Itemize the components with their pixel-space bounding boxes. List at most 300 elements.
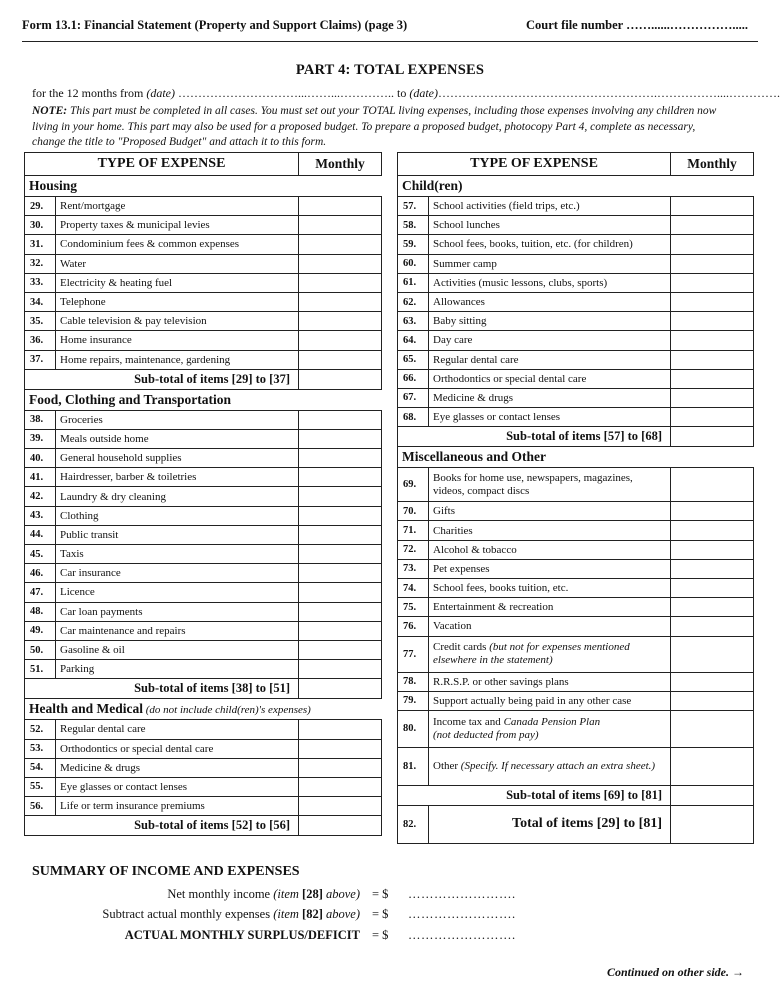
item-label [429,292,671,311]
item-label [56,621,299,640]
item-number: 56. [25,797,56,816]
item-label-text: Regular dental care [60,723,146,736]
item-label [56,525,299,544]
item-label-text: Parking [60,663,95,676]
item-label [429,598,671,617]
section-title-text: Miscellaneous and Other [402,449,546,465]
item-label-text: Laundry & dry cleaning [60,490,166,503]
item-label [429,468,671,502]
monthly-amount-field[interactable] [299,331,382,350]
monthly-amount-field[interactable] [299,350,382,369]
expense-row [25,739,382,758]
expenses-field[interactable]: ……………………. [408,907,516,921]
subtotal-row [398,785,754,805]
section-header [398,447,754,468]
item-label-text: Regular dental care [433,353,519,366]
monthly-amount-field[interactable] [671,617,754,636]
item-number: 63. [398,312,429,331]
note-label: NOTE: [32,105,68,117]
item-number: 64. [398,331,429,350]
item-number: 61. [398,273,429,292]
monthly-amount-field[interactable] [299,197,382,216]
item-number: 52. [25,720,56,739]
monthly-amount-field[interactable] [299,640,382,659]
net-income-field[interactable]: ……………………. [408,887,516,901]
item-number: 65. [398,350,429,369]
item-label-text: Medicine & drugs [60,761,141,774]
section-title [25,389,382,410]
item-number: 67. [398,388,429,407]
item-number: 41. [25,468,56,487]
monthly-amount-field[interactable] [671,710,754,747]
item-number: 69. [398,468,429,502]
item-label [429,350,671,369]
expense-row [25,797,382,816]
item-label-text: Entertainment & recreation [433,601,554,614]
item-label-text: Orthodontics or special dental care [60,742,214,755]
summary-equals: = $ [372,928,389,942]
item-number: 50. [25,640,56,659]
item-label [56,292,299,311]
item-number: 54. [25,758,56,777]
court-file-number: Court file number ……......……………..... [526,18,748,32]
expense-row [25,545,382,564]
form-title: Form 13.1: Financial Statement (Property and Support Claims) (page 3) [22,18,408,32]
item-label-text: Eye glasses or contact lenses [433,411,561,424]
item-label-text: Income tax and [433,715,504,728]
item-number: 62. [398,292,429,311]
item-label [56,777,299,796]
expense-row [398,216,754,235]
monthly-amount-field[interactable] [299,777,382,796]
expense-row [398,598,754,617]
expense-row [398,273,754,292]
expense-row [398,388,754,407]
monthly-amount-field[interactable] [299,429,382,448]
item-label [56,449,299,468]
item-number: 44. [25,525,56,544]
monthly-amount-field[interactable] [299,273,382,292]
expense-row [25,583,382,602]
expense-row [25,292,382,311]
monthly-amount-field[interactable] [671,369,754,388]
item-label-text: Orthodontics or special dental care [433,372,587,385]
part-title: PART 4: TOTAL EXPENSES [295,62,485,78]
item-label [429,408,671,427]
monthly-amount-field[interactable] [671,579,754,598]
expense-row [398,312,754,331]
item-label [56,350,299,369]
monthly-amount-field[interactable] [299,506,382,525]
period-date-from: (date) [146,86,175,100]
item-label-text: Alcohol & tobacco [433,543,517,556]
item-number: 34. [25,292,56,311]
subtotal-label: Sub-total of items [38] to [51] [25,679,299,699]
item-number: 74. [398,579,429,598]
monthly-amount-field[interactable] [299,525,382,544]
subtotal-row [25,369,382,389]
expense-row [25,660,382,679]
monthly-amount-field[interactable] [671,747,754,785]
expense-row [398,559,754,578]
expense-row [398,617,754,636]
subtotal-amount-field[interactable] [299,816,382,836]
item-label-text: Licence [60,586,95,599]
monthly-amount-field[interactable] [299,758,382,777]
expense-row [398,579,754,598]
monthly-amount-field[interactable] [671,636,754,672]
item-number: 53. [25,739,56,758]
period-date-from-field[interactable]: …………………………...……...………….. to [174,86,410,100]
monthly-amount-field[interactable] [299,720,382,739]
expense-row [398,521,754,540]
expense-row [398,540,754,559]
monthly-amount-field[interactable] [299,468,382,487]
item-label-text: Taxis [60,548,84,561]
item-label-text: Home repairs, maintenance, gardening [60,353,231,366]
item-label-text: Summer camp [433,257,497,270]
item-label [429,636,671,672]
item-label-text: School fees, books tuition, etc. [433,582,569,595]
expense-row [25,564,382,583]
item-label-text: Credit cards [433,641,487,654]
item-number: 58. [398,216,429,235]
item-label-text: School fees, books, tuition, etc. (for children) [433,238,633,251]
monthly-amount-field[interactable] [299,487,382,506]
item-number: 32. [25,254,56,273]
item-label-text: Water [60,257,86,270]
subtotal-label: Sub-total of items [29] to [37] [25,369,299,389]
item-label-text: General household supplies [60,452,182,465]
item-label [429,710,671,747]
item-label-text: Home insurance [60,334,132,347]
item-number: 43. [25,506,56,525]
monthly-amount-field[interactable] [671,388,754,407]
item-label [429,197,671,216]
item-label [429,502,671,521]
item-label [429,691,671,710]
monthly-amount-field[interactable] [671,254,754,273]
expense-row [25,525,382,544]
section-title [398,176,754,197]
section-header [398,176,754,197]
item-label-text: Rent/mortgage [60,200,126,213]
item-label [56,640,299,659]
section-note: (do not include child(ren)'s expenses) [143,704,311,717]
expense-row [398,468,754,502]
item-label [56,720,299,739]
period-prefix: for the 12 months from [32,86,147,100]
item-label [56,660,299,679]
item-label [56,216,299,235]
item-label-text: Cable television & pay television [60,315,207,328]
subtotal-label: Sub-total of items [52] to [56] [25,816,299,836]
monthly-amount-field[interactable] [671,197,754,216]
note-text: This part must be completed in all cases. You must set out your TOTAL living expenses, including those expenses involving any children now living in your home. This part may also be used for a proposed budget. To prepare a proposed budget, photocopy Part 4, complete as necessary, change the title to "Proposed Budget" and attach it to this form. [32,105,717,148]
item-label [429,540,671,559]
expense-row [25,487,382,506]
item-label-note: (not deducted from pay) [433,728,539,741]
item-number: 71. [398,521,429,540]
item-label-text: Eye glasses or contact lenses [60,780,188,793]
item-label-text: Gasoline & oil [60,644,125,657]
item-label [429,579,671,598]
expense-row [25,468,382,487]
item-label-text: School lunches [433,219,500,232]
expense-row [25,235,382,254]
monthly-amount-field[interactable] [299,254,382,273]
monthly-amount-field[interactable] [299,602,382,621]
expense-row [25,350,382,369]
total-amount-field[interactable] [671,805,754,843]
item-number: 30. [25,216,56,235]
expense-row [398,235,754,254]
item-number: 45. [25,545,56,564]
item-number: 55. [25,777,56,796]
expense-row [25,273,382,292]
item-label-text: Baby sitting [433,315,487,328]
item-label-text: Life or term insurance premiums [60,800,205,813]
item-label-text: Telephone [60,296,106,309]
expense-row [25,640,382,659]
item-label-text: Car maintenance and repairs [60,624,186,637]
surplus-field[interactable]: ……………………. [408,928,516,942]
item-number: 82. [398,805,429,843]
expense-row [25,777,382,796]
item-number: 68. [398,408,429,427]
item-number: 75. [398,598,429,617]
section-title-text: Housing [29,178,78,193]
total-row [398,805,754,843]
monthly-amount-field[interactable] [299,449,382,468]
type-of-expense-header: TYPE OF EXPENSE [25,153,299,176]
subtotal-amount-field[interactable] [671,785,754,805]
subtotal-row [25,679,382,699]
monthly-amount-field[interactable] [299,739,382,758]
total-label: Total of items [29] to [81] [429,805,671,843]
item-label-italic: Canada Pension Plan [503,715,601,728]
monthly-amount-field[interactable] [299,410,382,429]
monthly-amount-field[interactable] [671,672,754,691]
item-label [56,197,299,216]
item-label [56,312,299,331]
monthly-amount-field[interactable] [671,216,754,235]
monthly-amount-field[interactable] [671,273,754,292]
item-number: 66. [398,369,429,388]
item-number: 73. [398,559,429,578]
summary-label: Subtract actual monthly expenses (item [82] above) [102,907,360,921]
item-number: 60. [398,254,429,273]
subtotal-label: Sub-total of items [69] to [81] [398,785,671,805]
section-title [25,699,382,720]
item-label-text: Day care [433,334,473,347]
item-label [429,331,671,350]
item-number: 35. [25,312,56,331]
item-number: 40. [25,449,56,468]
monthly-amount-field[interactable] [299,797,382,816]
item-label-text: Electricity & heating fuel [60,276,173,289]
expense-row [398,408,754,427]
item-label [429,559,671,578]
monthly-amount-field[interactable] [299,660,382,679]
expense-row [398,369,754,388]
item-number: 37. [25,350,56,369]
monthly-amount-field[interactable] [671,468,754,502]
monthly-amount-field[interactable] [299,292,382,311]
item-label [429,369,671,388]
item-label [56,468,299,487]
expense-row [398,747,754,785]
monthly-amount-field[interactable] [299,312,382,331]
item-number: 38. [25,410,56,429]
summary-equals: = $ [372,907,389,921]
item-label-text: Charities [433,524,473,537]
item-label [56,273,299,292]
expense-row [398,636,754,672]
expense-row [25,449,382,468]
expense-row [398,672,754,691]
expense-row [25,410,382,429]
item-label-note: (Specify. If necessary attach an extra sheet.) [460,759,656,772]
expense-row [25,602,382,621]
monthly-header: Monthly [299,153,382,176]
instructions-note [32,104,722,151]
expense-row [25,216,382,235]
item-number: 31. [25,235,56,254]
item-label-text: Vacation [433,620,472,633]
section-title [25,176,382,197]
expense-row [25,429,382,448]
continued-note: Continued on other side. → [606,965,744,979]
item-number: 57. [398,197,429,216]
item-label-text: Pet expenses [433,562,490,575]
subtotal-label: Sub-total of items [57] to [68] [398,427,671,447]
section-header [25,176,382,197]
item-label-text: Public transit [60,528,119,541]
monthly-amount-field[interactable] [671,408,754,427]
monthly-amount-field[interactable] [671,502,754,521]
monthly-amount-field[interactable] [671,559,754,578]
subtotal-row [398,427,754,447]
item-number: 39. [25,429,56,448]
summary-label: ACTUAL MONTHLY SURPLUS/DEFICIT [124,928,360,942]
item-label [429,216,671,235]
item-number: 76. [398,617,429,636]
item-label-text: Property taxes & municipal levies [60,219,210,232]
expense-row [398,691,754,710]
item-label [429,672,671,691]
period-date-to-field[interactable]: ……………………………………………….……………....…………. [437,86,780,100]
monthly-amount-field[interactable] [671,350,754,369]
item-number: 79. [398,691,429,710]
item-label-note: (but not for expenses mentioned elsewhere in the statement) [433,641,630,667]
item-number: 80. [398,710,429,747]
subtotal-amount-field[interactable] [299,369,382,389]
monthly-amount-field[interactable] [671,292,754,311]
summary-row-surplus [0,928,780,946]
item-number: 81. [398,747,429,785]
monthly-amount-field[interactable] [299,235,382,254]
subtotal-amount-field[interactable] [671,427,754,447]
item-label-text: Clothing [60,509,99,522]
expense-row [25,331,382,350]
item-label-text: Meals outside home [60,432,149,445]
item-number: 36. [25,331,56,350]
subtotal-amount-field[interactable] [299,679,382,699]
monthly-amount-field[interactable] [671,331,754,350]
section-title-text: Child(ren) [402,178,463,193]
monthly-amount-field[interactable] [299,216,382,235]
expense-row [25,720,382,739]
item-label [56,410,299,429]
item-label-text: Other [433,759,461,772]
monthly-amount-field[interactable] [671,312,754,331]
item-number: 33. [25,273,56,292]
item-label-text: R.R.S.P. or other savings plans [433,675,569,688]
section-title-text: Food, Clothing and Transportation [29,391,232,407]
item-label [56,235,299,254]
item-number: 51. [25,660,56,679]
expenses-table-left [24,152,382,836]
monthly-amount-field[interactable] [671,598,754,617]
monthly-amount-field[interactable] [299,545,382,564]
expense-row [25,254,382,273]
expense-row [398,292,754,311]
expense-row [25,197,382,216]
item-number: 48. [25,602,56,621]
monthly-amount-field[interactable] [299,564,382,583]
item-label [56,487,299,506]
item-label-text: Support actually being paid in any other case [433,694,632,707]
summary-row-net-income [0,887,780,905]
monthly-amount-field[interactable] [671,521,754,540]
monthly-amount-field[interactable] [671,235,754,254]
item-number: 42. [25,487,56,506]
expense-row [398,502,754,521]
item-number: 77. [398,636,429,672]
item-label [429,747,671,785]
period-date-to: (date) [409,86,438,100]
item-label-text: Allowances [433,296,485,309]
item-number: 78. [398,672,429,691]
item-number: 72. [398,540,429,559]
monthly-header: Monthly [671,153,754,176]
item-label-text: Groceries [60,413,103,426]
item-label [56,564,299,583]
expense-row [398,331,754,350]
monthly-amount-field[interactable] [299,583,382,602]
item-number: 47. [25,583,56,602]
item-label [56,797,299,816]
item-label [56,602,299,621]
item-number: 49. [25,621,56,640]
item-label [429,235,671,254]
item-label [56,583,299,602]
section-header [25,699,382,720]
item-label [56,506,299,525]
monthly-amount-field[interactable] [671,691,754,710]
expense-row [25,758,382,777]
item-label [429,521,671,540]
summary-row-expenses [0,907,780,925]
period-line [32,86,780,101]
item-label-text: Hairdresser, barber & toiletries [60,471,197,484]
item-label [429,617,671,636]
monthly-amount-field[interactable] [299,621,382,640]
header-divider [22,41,758,42]
form-header [22,18,758,38]
monthly-amount-field[interactable] [671,540,754,559]
